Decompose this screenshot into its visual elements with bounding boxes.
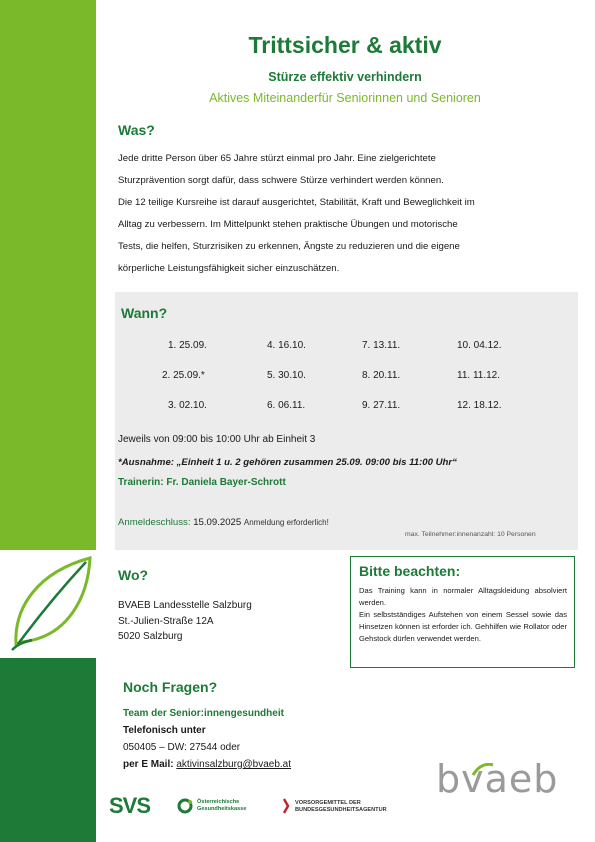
max-participants: max. Teilnehmer:innenanzahl: 10 Personen: [405, 531, 536, 538]
date-cell: 11. 11.12.: [457, 370, 500, 381]
oegk-icon: [177, 798, 193, 814]
date-cell: 1. 25.09.: [168, 340, 207, 351]
leaf-icon: [8, 552, 94, 654]
address-line: St.-Julien-Straße 12A: [118, 615, 214, 627]
email-label: per E Mail:: [123, 759, 174, 770]
was-line: Alltag zu verbessern. Im Mittelpunkt stehen praktische Übungen und motorische: [118, 219, 458, 230]
was-line: Tests, die helfen, Sturzrisiken zu erkennen, Ängste zu reduzieren und die eigene: [118, 241, 460, 252]
deadline-date: 15.09.2025: [193, 517, 242, 528]
was-heading: Was?: [118, 122, 155, 138]
date-cell: 7. 13.11.: [362, 340, 401, 351]
oegk-line: Gesundheitskasse: [197, 806, 247, 812]
was-line: Jede dritte Person über 65 Jahre stürzt einmal pro Jahr. Eine zielgerichtete: [118, 153, 436, 164]
side-bar-top: [0, 0, 96, 550]
date-cell: 9. 27.11.: [362, 400, 401, 411]
wann-box: [115, 292, 578, 550]
oegk-line: Österreichische: [197, 799, 240, 805]
email-link[interactable]: aktivinsalzburg@bvaeb.at: [176, 759, 292, 770]
notice-box: [350, 556, 575, 668]
notice-paragraph: Ein selbstständiges Aufstehen von einem Sessel sowie das Hinsetzen können ist erforder ich. Gehhilfen wie Rollator oder Gehstock dürfen verwendet werden.: [359, 610, 567, 643]
page-subtitle-secondary: Aktives Miteinanderfür Seniorinnen und Senioren: [209, 91, 481, 105]
date-cell: 8. 20.11.: [362, 370, 401, 381]
date-cell: 10. 04.12.: [457, 340, 502, 351]
contact-block: [123, 705, 291, 773]
notice-text: [359, 585, 567, 645]
team-name: Team der Senior:innengesundheit: [123, 708, 284, 719]
wo-heading: Wo?: [118, 567, 149, 583]
phone-number: 050405 – DW: 27544 oder: [123, 742, 241, 753]
address-block: [118, 598, 252, 645]
date-cell: 2. 25.09.*: [162, 370, 205, 381]
bvaeb-accent-icon: [471, 763, 495, 777]
deadline-note: Anmeldung erforderlich!: [243, 518, 329, 527]
wann-heading: Wann?: [121, 305, 168, 321]
page-title: Trittsicher & aktiv: [248, 32, 442, 58]
fragen-heading: Noch Fragen?: [123, 679, 218, 695]
was-line: körperliche Leistungsfähigkeit sicher einzuschätzen.: [118, 263, 340, 274]
deadline-label: Anmeldeschluss:: [118, 517, 191, 528]
address-line: BVAEB Landesstelle Salzburg: [118, 600, 252, 611]
date-cell: 6. 06.11.: [267, 400, 306, 411]
date-row: [150, 370, 560, 384]
bvaeb-logo: bvaeb: [436, 757, 559, 801]
notice-title: Bitte beachten:: [359, 563, 461, 579]
side-bar-bottom: [0, 658, 96, 842]
was-body: [118, 148, 573, 280]
date-cell: 4. 16.10.: [267, 340, 306, 351]
fonds-line: BUNDESGESUNDHEITSAGENTUR: [295, 807, 387, 813]
page-subtitle: Stürze effektiv verhindern: [268, 70, 422, 84]
deadline-info: [118, 517, 329, 528]
was-line: Sturzprävention sorgt dafür, dass schwere Stürze verhindert werden können.: [118, 175, 444, 186]
address-line: 5020 Salzburg: [118, 631, 183, 642]
date-cell: 3. 02.10.: [168, 400, 207, 411]
date-cell: 5. 30.10.: [267, 370, 306, 381]
date-row: [150, 400, 560, 414]
trainer-info: Trainerin: Fr. Daniela Bayer-Schrott: [118, 477, 286, 488]
fonds-icon: [282, 798, 292, 814]
exception-note: *Ausnahme: „Einheit 1 u. 2 gehören zusammen 25.09. 09:00 bis 11:00 Uhr“: [118, 457, 457, 468]
date-cell: 12. 18.12.: [457, 400, 502, 411]
time-info: Jeweils von 09:00 bis 10:00 Uhr ab Einheit 3: [118, 434, 316, 445]
date-row: [150, 340, 560, 354]
notice-paragraph: Das Training kann in normaler Alltagskleidung absolviert werden.: [359, 586, 567, 607]
svs-logo: [109, 793, 150, 819]
fonds-line: VORSORGEMITTEL DER: [295, 800, 361, 806]
phone-label: Telefonisch unter: [123, 725, 206, 736]
svs-logo-text: SVS: [109, 793, 151, 818]
was-line: Die 12 teilige Kursreihe ist darauf ausgerichtet, Stabilität, Kraft und Beweglichkeit im: [118, 197, 475, 208]
